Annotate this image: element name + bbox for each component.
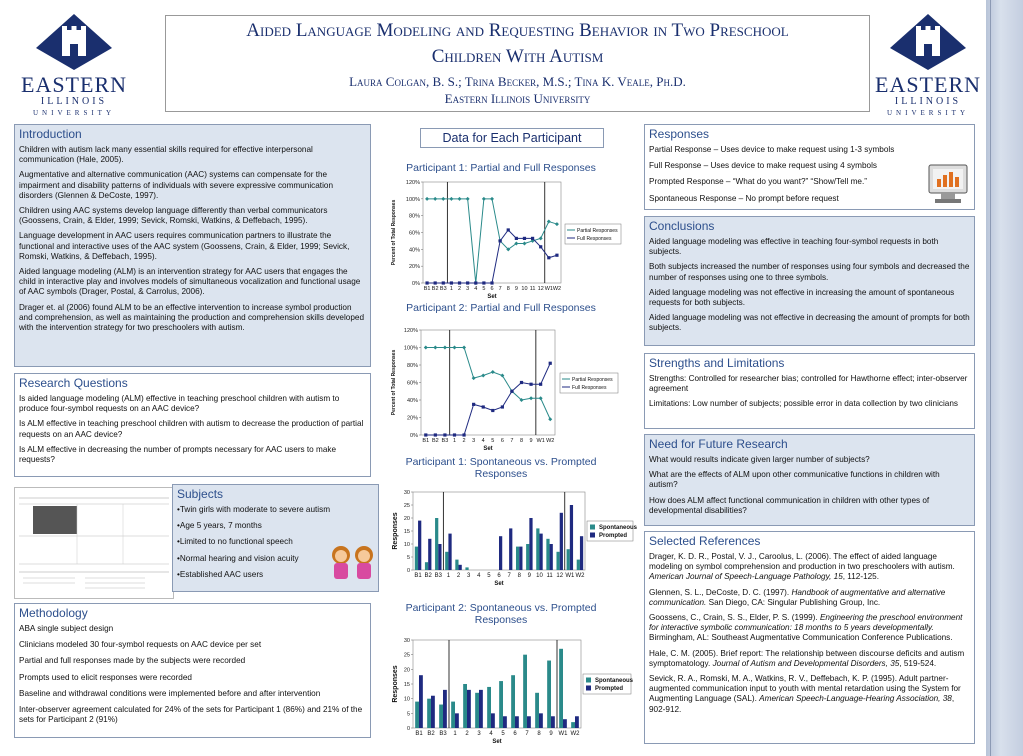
chart-participant2-spontaneous-prompted bbox=[385, 634, 633, 752]
y-tick-label: 20% bbox=[406, 415, 418, 422]
twin-girls-icon bbox=[328, 541, 378, 583]
x-tick-label: 3 bbox=[466, 286, 470, 292]
x-tick-label: 5 bbox=[491, 438, 495, 444]
x-tick-label: 4 bbox=[489, 731, 493, 737]
bar bbox=[527, 716, 531, 728]
bar bbox=[563, 719, 567, 728]
data-point bbox=[549, 362, 552, 365]
response-definition: Full Response – Uses device to make request using 4 symbols bbox=[649, 161, 877, 171]
legend-swatch bbox=[586, 678, 591, 683]
y-tick-label: 0% bbox=[412, 281, 420, 287]
data-point bbox=[472, 403, 475, 406]
x-tick-label: 6 bbox=[497, 573, 501, 579]
data-point bbox=[547, 256, 550, 259]
bar bbox=[448, 534, 451, 570]
y-tick-label: 120% bbox=[403, 328, 418, 334]
bar bbox=[556, 552, 559, 570]
reference-item: Goossens, C., Crain, S. S., Elder, P. S. (1999). Engineering the preschool environment for interactive symbolic communication: 18 months to 5 years developmentally. Birmingham, AL: Southeast Augmentative Communication Conference Publications. bbox=[649, 613, 963, 643]
x-tick-label: 11 bbox=[529, 286, 536, 292]
data-point bbox=[425, 281, 428, 284]
bar bbox=[425, 562, 428, 570]
reference-item: Hale, C. M. (2005). Brief report: The relationship between discourse deficits and autism symptomatology. Journal of Autism and Developmental Disorders, 35, 519-524. bbox=[649, 648, 965, 668]
future-question: How does ALM affect functional communication in children with other types of developmental disabilities? bbox=[649, 495, 930, 515]
conclusion-item: Aided language modeling was effective in teaching four-symbol requests in both subjects. bbox=[649, 237, 939, 257]
introduction-section bbox=[14, 124, 371, 367]
logo-subtext: ILLINOIS bbox=[894, 96, 962, 107]
chart-participant2-partial-full bbox=[385, 324, 625, 452]
y-tick-label: 20% bbox=[408, 264, 420, 271]
x-tick-label: 2 bbox=[465, 731, 469, 737]
x-tick-label: 11 bbox=[546, 573, 553, 579]
bar bbox=[536, 528, 539, 570]
bar bbox=[535, 693, 539, 728]
x-tick-label: B3 bbox=[439, 286, 447, 292]
x-axis-label: Set bbox=[492, 739, 502, 745]
bar bbox=[547, 661, 551, 728]
x-tick-label: 1 bbox=[452, 438, 457, 444]
data-point bbox=[462, 433, 465, 436]
x-tick-label: 7 bbox=[525, 731, 529, 737]
y-tick-label: 25 bbox=[403, 652, 410, 659]
bar bbox=[491, 713, 495, 728]
bar bbox=[560, 513, 563, 570]
x-tick-label: 9 bbox=[527, 573, 532, 579]
y-tick-label: 20 bbox=[403, 516, 410, 522]
x-tick-label: B2 bbox=[431, 438, 439, 444]
method-item: Prompts used to elicit responses were recorded bbox=[19, 672, 192, 682]
x-tick-label: 6 bbox=[500, 438, 504, 444]
logo-university: UNIVERSITY bbox=[33, 109, 115, 117]
data-point bbox=[458, 281, 461, 284]
data-point bbox=[482, 281, 485, 284]
x-tick-label: 2 bbox=[456, 573, 461, 579]
method-item: Clinicians modeled 30 four-symbol requests on AAC device per set bbox=[19, 640, 262, 650]
data-point bbox=[520, 381, 523, 384]
y-tick-label: 25 bbox=[403, 503, 410, 509]
x-tick-label: W2 bbox=[575, 573, 585, 579]
x-tick-label: 3 bbox=[472, 438, 476, 444]
castle-logo-icon bbox=[14, 12, 134, 72]
x-tick-label: 12 bbox=[556, 573, 564, 579]
methodology-section bbox=[14, 603, 371, 738]
bar bbox=[539, 534, 542, 570]
x-tick-label: 8 bbox=[537, 731, 541, 737]
references-section bbox=[644, 531, 975, 744]
x-tick-label: 7 bbox=[498, 286, 502, 292]
data-point bbox=[531, 237, 534, 240]
bar bbox=[419, 675, 423, 728]
intro-paragraph: Augmentative and alternative communication (AAC) systems can compensate for the impairment and disability patterns of individuals with severe expressive communication disorders (Glennen & DeCoste, 1997). bbox=[19, 170, 333, 200]
bar bbox=[499, 681, 503, 728]
bar bbox=[479, 690, 483, 728]
bar bbox=[580, 536, 583, 570]
x-tick-label: 5 bbox=[487, 573, 491, 579]
data-point bbox=[491, 409, 494, 412]
y-tick-label: 40% bbox=[406, 398, 418, 404]
section-heading: Introduction bbox=[19, 127, 82, 141]
data-point bbox=[442, 281, 445, 284]
x-tick-label: 2 bbox=[457, 286, 462, 292]
bar bbox=[523, 655, 527, 728]
data-point bbox=[539, 245, 542, 248]
chart4-title: Participant 2: Spontaneous vs. Prompted Responses bbox=[405, 602, 597, 626]
y-axis-label: Responses bbox=[392, 665, 399, 703]
legend-label: Full Responses bbox=[577, 236, 612, 242]
plot-area bbox=[421, 330, 555, 435]
y-tick-label: 30 bbox=[403, 638, 410, 644]
y-tick-label: 100% bbox=[403, 345, 418, 352]
section-heading: Responses bbox=[649, 127, 710, 141]
logo-text: EASTERN bbox=[875, 72, 981, 97]
x-tick-label: 9 bbox=[549, 731, 553, 737]
y-tick-label: 0% bbox=[410, 433, 418, 439]
intro-paragraph: Aided language modeling (ALM) is an intervention strategy for AAC users that engages the child in interactive play and involves models of simultaneous vocalization and functional usage of AAC symbols (Drager, Postal, & Carrolus, 2006). bbox=[19, 267, 361, 297]
y-tick-label: 10 bbox=[403, 696, 410, 703]
legend-label: Spontaneous bbox=[599, 525, 638, 531]
castle-logo-icon bbox=[868, 12, 988, 72]
x-tick-label: 9 bbox=[529, 438, 533, 444]
data-point bbox=[466, 281, 469, 284]
legend-label: Spontaneous bbox=[595, 678, 634, 684]
x-tick-label: 4 bbox=[481, 438, 485, 444]
conclusion-item: Aided language modeling was not effective in increasing the amount of spontaneous requests for both subjects. bbox=[649, 287, 955, 308]
x-tick-label: 9 bbox=[514, 286, 518, 292]
logo-text: EASTERN bbox=[21, 72, 127, 97]
x-tick-label: 3 bbox=[466, 573, 471, 579]
intro-paragraph: Language development in AAC users requires communication partners to illustrate the functional and interactive uses of the AAC system (Goossens, Crain, & Elder, 1999; Sevick, Romski, Watkins, & Deffebach, 1995). bbox=[19, 231, 350, 261]
x-axis-label: Set bbox=[483, 446, 493, 452]
x-tick-label: 5 bbox=[482, 286, 486, 292]
x-tick-label: B1 bbox=[422, 438, 430, 444]
method-item: ABA single subject design bbox=[19, 624, 114, 633]
bar bbox=[516, 547, 519, 570]
method-item: Inter-observer agreement calculated for 24% of the sets for Participant 1 (86%) and 21% of the sets for Participant 2 (91%) bbox=[19, 705, 363, 725]
section-heading: Methodology bbox=[19, 606, 88, 620]
x-tick-label: B3 bbox=[434, 573, 442, 579]
bar bbox=[459, 565, 462, 570]
logo-subtext: ILLINOIS bbox=[40, 96, 108, 107]
x-tick-label: B2 bbox=[427, 731, 435, 737]
conclusions-section bbox=[644, 216, 975, 346]
bar bbox=[509, 528, 512, 570]
legend-label: Partial Responses bbox=[577, 228, 618, 234]
subject-item: •Normal hearing and vision acuity bbox=[177, 553, 299, 563]
x-tick-label: 4 bbox=[474, 286, 478, 292]
research-questions-section bbox=[14, 373, 371, 477]
x-tick-label: B2 bbox=[424, 573, 432, 579]
y-tick-label: 0 bbox=[406, 726, 410, 732]
bar bbox=[511, 675, 515, 728]
y-axis-label: Percent of Total Responses bbox=[391, 199, 397, 266]
x-tick-label: W1 bbox=[544, 286, 553, 292]
chart1-title: Participant 1: Partial and Full Responses bbox=[406, 162, 596, 174]
form-image bbox=[15, 488, 173, 598]
question-text: Is aided language modeling (ALM) effective in teaching preschool children with autism to produce four-symbol requests on an AAC device? bbox=[19, 394, 340, 414]
data-point bbox=[507, 228, 510, 231]
x-tick-label: 6 bbox=[513, 731, 517, 737]
data-point bbox=[499, 239, 502, 242]
y-tick-label: 15 bbox=[403, 529, 410, 535]
section-heading: Strengths and Limitations bbox=[649, 356, 785, 370]
data-point bbox=[555, 254, 558, 257]
y-tick-label: 30 bbox=[403, 490, 410, 496]
bar bbox=[438, 544, 441, 570]
y-tick-label: 120% bbox=[405, 180, 420, 186]
section-heading: Conclusions bbox=[649, 219, 715, 233]
method-item: Partial and full responses made by the subjects were recorded bbox=[19, 656, 246, 666]
bar bbox=[455, 713, 459, 728]
x-tick-label: 12 bbox=[537, 286, 544, 292]
y-tick-label: 5 bbox=[406, 555, 410, 561]
bar bbox=[577, 560, 580, 570]
x-axis-label: Set bbox=[487, 294, 497, 300]
bar bbox=[465, 567, 468, 570]
y-tick-label: 100% bbox=[405, 196, 420, 203]
bar bbox=[487, 687, 491, 728]
intro-paragraph: Children with autism lack many essential skills required for effective interpersonal communication (Hale, 2005). bbox=[19, 145, 313, 165]
bar bbox=[428, 539, 431, 570]
data-point bbox=[482, 405, 485, 408]
conclusion-item: Both subjects increased the number of responses using four symbols and decreased the number of responses using one to three symbols. bbox=[649, 262, 970, 282]
intro-paragraph: Children using AAC systems develop language differently than verbal communicators (Goossens, Crain, & Elder, 1999; Sevick, Romski, Watkins, & Deffebach, 1995). bbox=[19, 206, 328, 226]
y-tick-label: 5 bbox=[406, 711, 410, 718]
x-tick-label: B3 bbox=[441, 438, 449, 444]
bar bbox=[515, 716, 519, 728]
right-border-bar bbox=[986, 0, 1023, 756]
reference-item: Drager, K. D. R., Postal, V. J., Caroolus, L. (2006). The effect of aided language modeling on symbol comprehension and production in two preschoolers with autism. American Journal of Speech-Language Pathology, 15, 112-125. bbox=[649, 552, 955, 582]
strengths-limitations-section bbox=[644, 353, 975, 429]
chart2-title: Participant 2: Partial and Full Responses bbox=[406, 302, 596, 314]
x-tick-label: 4 bbox=[477, 573, 481, 579]
data-section-title: Data for Each Participant bbox=[420, 128, 604, 148]
y-tick-label: 20 bbox=[403, 667, 410, 674]
legend-label: Full Responses bbox=[572, 385, 607, 391]
y-axis-label: Responses bbox=[392, 512, 399, 550]
bar bbox=[539, 713, 543, 728]
x-tick-label: 8 bbox=[517, 573, 521, 579]
y-axis-label: Percent of Total Responses bbox=[391, 349, 397, 416]
chart-participant1-partial-full bbox=[385, 176, 625, 304]
eiu-logo-right bbox=[868, 12, 988, 117]
strengths-text: Strengths: Controlled for researcher bias; controlled for Hawthorne effect; inter-observer agreement bbox=[649, 374, 968, 394]
subjects-section bbox=[172, 484, 379, 592]
data-collection-form-thumbnail bbox=[14, 487, 174, 599]
bar bbox=[427, 699, 431, 728]
x-tick-label: 5 bbox=[501, 731, 505, 737]
bar bbox=[550, 544, 553, 570]
bar bbox=[570, 505, 573, 570]
data-point bbox=[434, 433, 437, 436]
bar bbox=[445, 552, 448, 570]
y-tick-label: 0 bbox=[406, 568, 410, 574]
y-tick-label: 15 bbox=[403, 682, 410, 688]
x-tick-label: B1 bbox=[414, 573, 422, 579]
poster-title-line1: Aided Language Modeling and Requesting Behavior in Two Preschool bbox=[246, 20, 789, 41]
bar bbox=[431, 696, 435, 728]
bar bbox=[575, 716, 579, 728]
x-tick-label: W1 bbox=[536, 438, 545, 444]
data-point bbox=[450, 281, 453, 284]
x-tick-label: 10 bbox=[536, 573, 543, 579]
x-tick-label: 8 bbox=[506, 286, 510, 292]
x-tick-label: 10 bbox=[521, 286, 528, 292]
subject-item: •Twin girls with moderate to severe autism bbox=[177, 505, 331, 514]
computer-chart-icon bbox=[927, 163, 969, 207]
data-point bbox=[523, 237, 526, 240]
x-tick-label: W1 bbox=[558, 731, 568, 737]
x-tick-label: 1 bbox=[453, 731, 457, 737]
x-tick-label: 7 bbox=[507, 573, 511, 579]
question-text: Is ALM effective in decreasing the number of prompts necessary for AAC users to make requests? bbox=[19, 444, 337, 465]
response-definition: Spontaneous Response – No prompt before request bbox=[649, 193, 839, 203]
eiu-logo-left bbox=[14, 12, 134, 117]
y-tick-label: 40% bbox=[408, 247, 420, 254]
data-point bbox=[434, 281, 437, 284]
section-heading: Research Questions bbox=[19, 376, 128, 390]
legend-label: Prompted bbox=[595, 686, 624, 692]
chart-participant1-spontaneous-prompted bbox=[385, 486, 638, 596]
data-point bbox=[539, 383, 542, 386]
bar bbox=[559, 649, 563, 728]
subject-item: •Limited to no functional speech bbox=[177, 537, 293, 547]
responses-section bbox=[644, 124, 975, 210]
bar bbox=[526, 544, 529, 570]
x-tick-label: 1 bbox=[449, 286, 453, 292]
future-question: What are the effects of ALM upon other communicative functions in children with autism? bbox=[649, 470, 940, 490]
bar bbox=[499, 536, 502, 570]
data-point bbox=[529, 383, 532, 386]
section-heading: Selected References bbox=[649, 534, 761, 548]
section-heading: Need for Future Research bbox=[649, 437, 788, 451]
data-point bbox=[443, 433, 446, 436]
bar bbox=[455, 560, 458, 570]
bar bbox=[475, 693, 479, 728]
y-tick-label: 60% bbox=[408, 230, 420, 237]
bar bbox=[415, 702, 419, 728]
bar bbox=[519, 547, 522, 570]
subject-item: •Age 5 years, 7 months bbox=[177, 521, 262, 531]
data-point bbox=[474, 281, 477, 284]
subject-item: •Established AAC users bbox=[177, 569, 264, 579]
data-point bbox=[510, 390, 513, 393]
legend-label: Prompted bbox=[599, 533, 628, 539]
x-tick-label: 7 bbox=[510, 438, 514, 444]
x-tick-label: W2 bbox=[570, 731, 580, 737]
bar bbox=[418, 521, 421, 570]
bar bbox=[571, 722, 575, 728]
future-question: What would results indicate given larger number of subjects? bbox=[649, 455, 870, 464]
chart3-title: Participant 1: Spontaneous vs. Prompted Responses bbox=[405, 456, 597, 480]
intro-paragraph: Drager et. al (2006) found ALM to be an effective intervention to increase symbol production and comprehension, as well as maintaining the production and comprehension skills developed with the intervention strategy for two preschoolers with autism. bbox=[19, 302, 364, 333]
bar bbox=[443, 690, 447, 728]
data-point bbox=[501, 405, 504, 408]
x-tick-label: 6 bbox=[490, 286, 494, 292]
data-point bbox=[424, 433, 427, 436]
y-tick-label: 10 bbox=[403, 542, 410, 548]
bar bbox=[551, 716, 555, 728]
conclusion-item: Aided language modeling was not effective in decreasing the amount of prompts for both subjects. bbox=[649, 313, 970, 333]
bar bbox=[415, 547, 418, 570]
x-tick-label: B1 bbox=[423, 286, 431, 292]
logo-university: UNIVERSITY bbox=[887, 109, 969, 117]
data-point bbox=[515, 237, 518, 240]
x-tick-label: B2 bbox=[431, 286, 439, 292]
bar bbox=[567, 549, 570, 570]
x-tick-label: W2 bbox=[546, 438, 555, 444]
x-tick-label: 1 bbox=[446, 573, 451, 579]
section-heading: Subjects bbox=[177, 487, 224, 501]
response-definition: Prompted Response – “What do you want?” “Show/Tell me.” bbox=[649, 177, 867, 187]
poster-title-box bbox=[165, 15, 870, 112]
legend-swatch bbox=[590, 533, 595, 538]
bar bbox=[546, 539, 549, 570]
data-point bbox=[490, 281, 493, 284]
x-tick-label: W2 bbox=[552, 286, 562, 292]
x-tick-label: B1 bbox=[415, 731, 423, 737]
response-definition: Partial Response – Uses device to make request using 1-3 symbols bbox=[649, 145, 895, 154]
authors: Laura Colgan, B. S.; Trina Becker, M.S.; Tina K. Veale, Ph.D. bbox=[349, 74, 686, 89]
institution: Eastern Illinois University bbox=[444, 91, 591, 106]
legend-label: Partial Responses bbox=[572, 377, 613, 383]
y-tick-label: 80% bbox=[408, 213, 420, 220]
legend-swatch bbox=[590, 525, 595, 530]
question-text: Is ALM effective in teaching preschool children with autism to decrease the production of partial requests on an AAC device? bbox=[19, 419, 364, 439]
method-item: Baseline and withdrawal conditions were implemented before and after intervention bbox=[19, 688, 321, 698]
plot-area bbox=[413, 640, 581, 728]
bar bbox=[451, 702, 455, 728]
y-tick-label: 60% bbox=[406, 380, 418, 387]
bar bbox=[529, 518, 532, 570]
poster-title-line2: Children With Autism bbox=[431, 46, 604, 67]
legend-swatch bbox=[586, 686, 591, 691]
y-tick-label: 80% bbox=[406, 363, 418, 369]
reference-item: Glennen, S. L., DeCoste, D. C. (1997). Handbook of augmentative and alternative communication. San Diego, CA: Singular Publishing Group, Inc. bbox=[649, 587, 946, 607]
bar bbox=[463, 684, 467, 728]
reference-item: Sevick, R. A., Romski, M. A., Watkins, R. V., Deffebach, K. P. (1995). Adult partner-augmented communication input to youth with mental retardation using the System for Augmenting Language (SAL). American Speech-Language-Hearing Association, 38, 902-912. bbox=[649, 674, 961, 714]
bar bbox=[503, 716, 507, 728]
x-tick-label: 2 bbox=[462, 438, 466, 444]
x-tick-label: 3 bbox=[477, 731, 481, 737]
future-research-section bbox=[644, 434, 975, 526]
bar bbox=[439, 705, 443, 728]
x-axis-label: Set bbox=[494, 581, 504, 587]
bar bbox=[467, 690, 471, 728]
x-tick-label: B3 bbox=[439, 731, 447, 737]
x-tick-label: 8 bbox=[519, 438, 524, 444]
data-point bbox=[453, 433, 456, 436]
limitations-text: Limitations: Low number of subjects; possible error in data collection by two clinicians bbox=[649, 399, 958, 409]
x-tick-label: W1 bbox=[565, 573, 575, 579]
bar bbox=[435, 518, 438, 570]
